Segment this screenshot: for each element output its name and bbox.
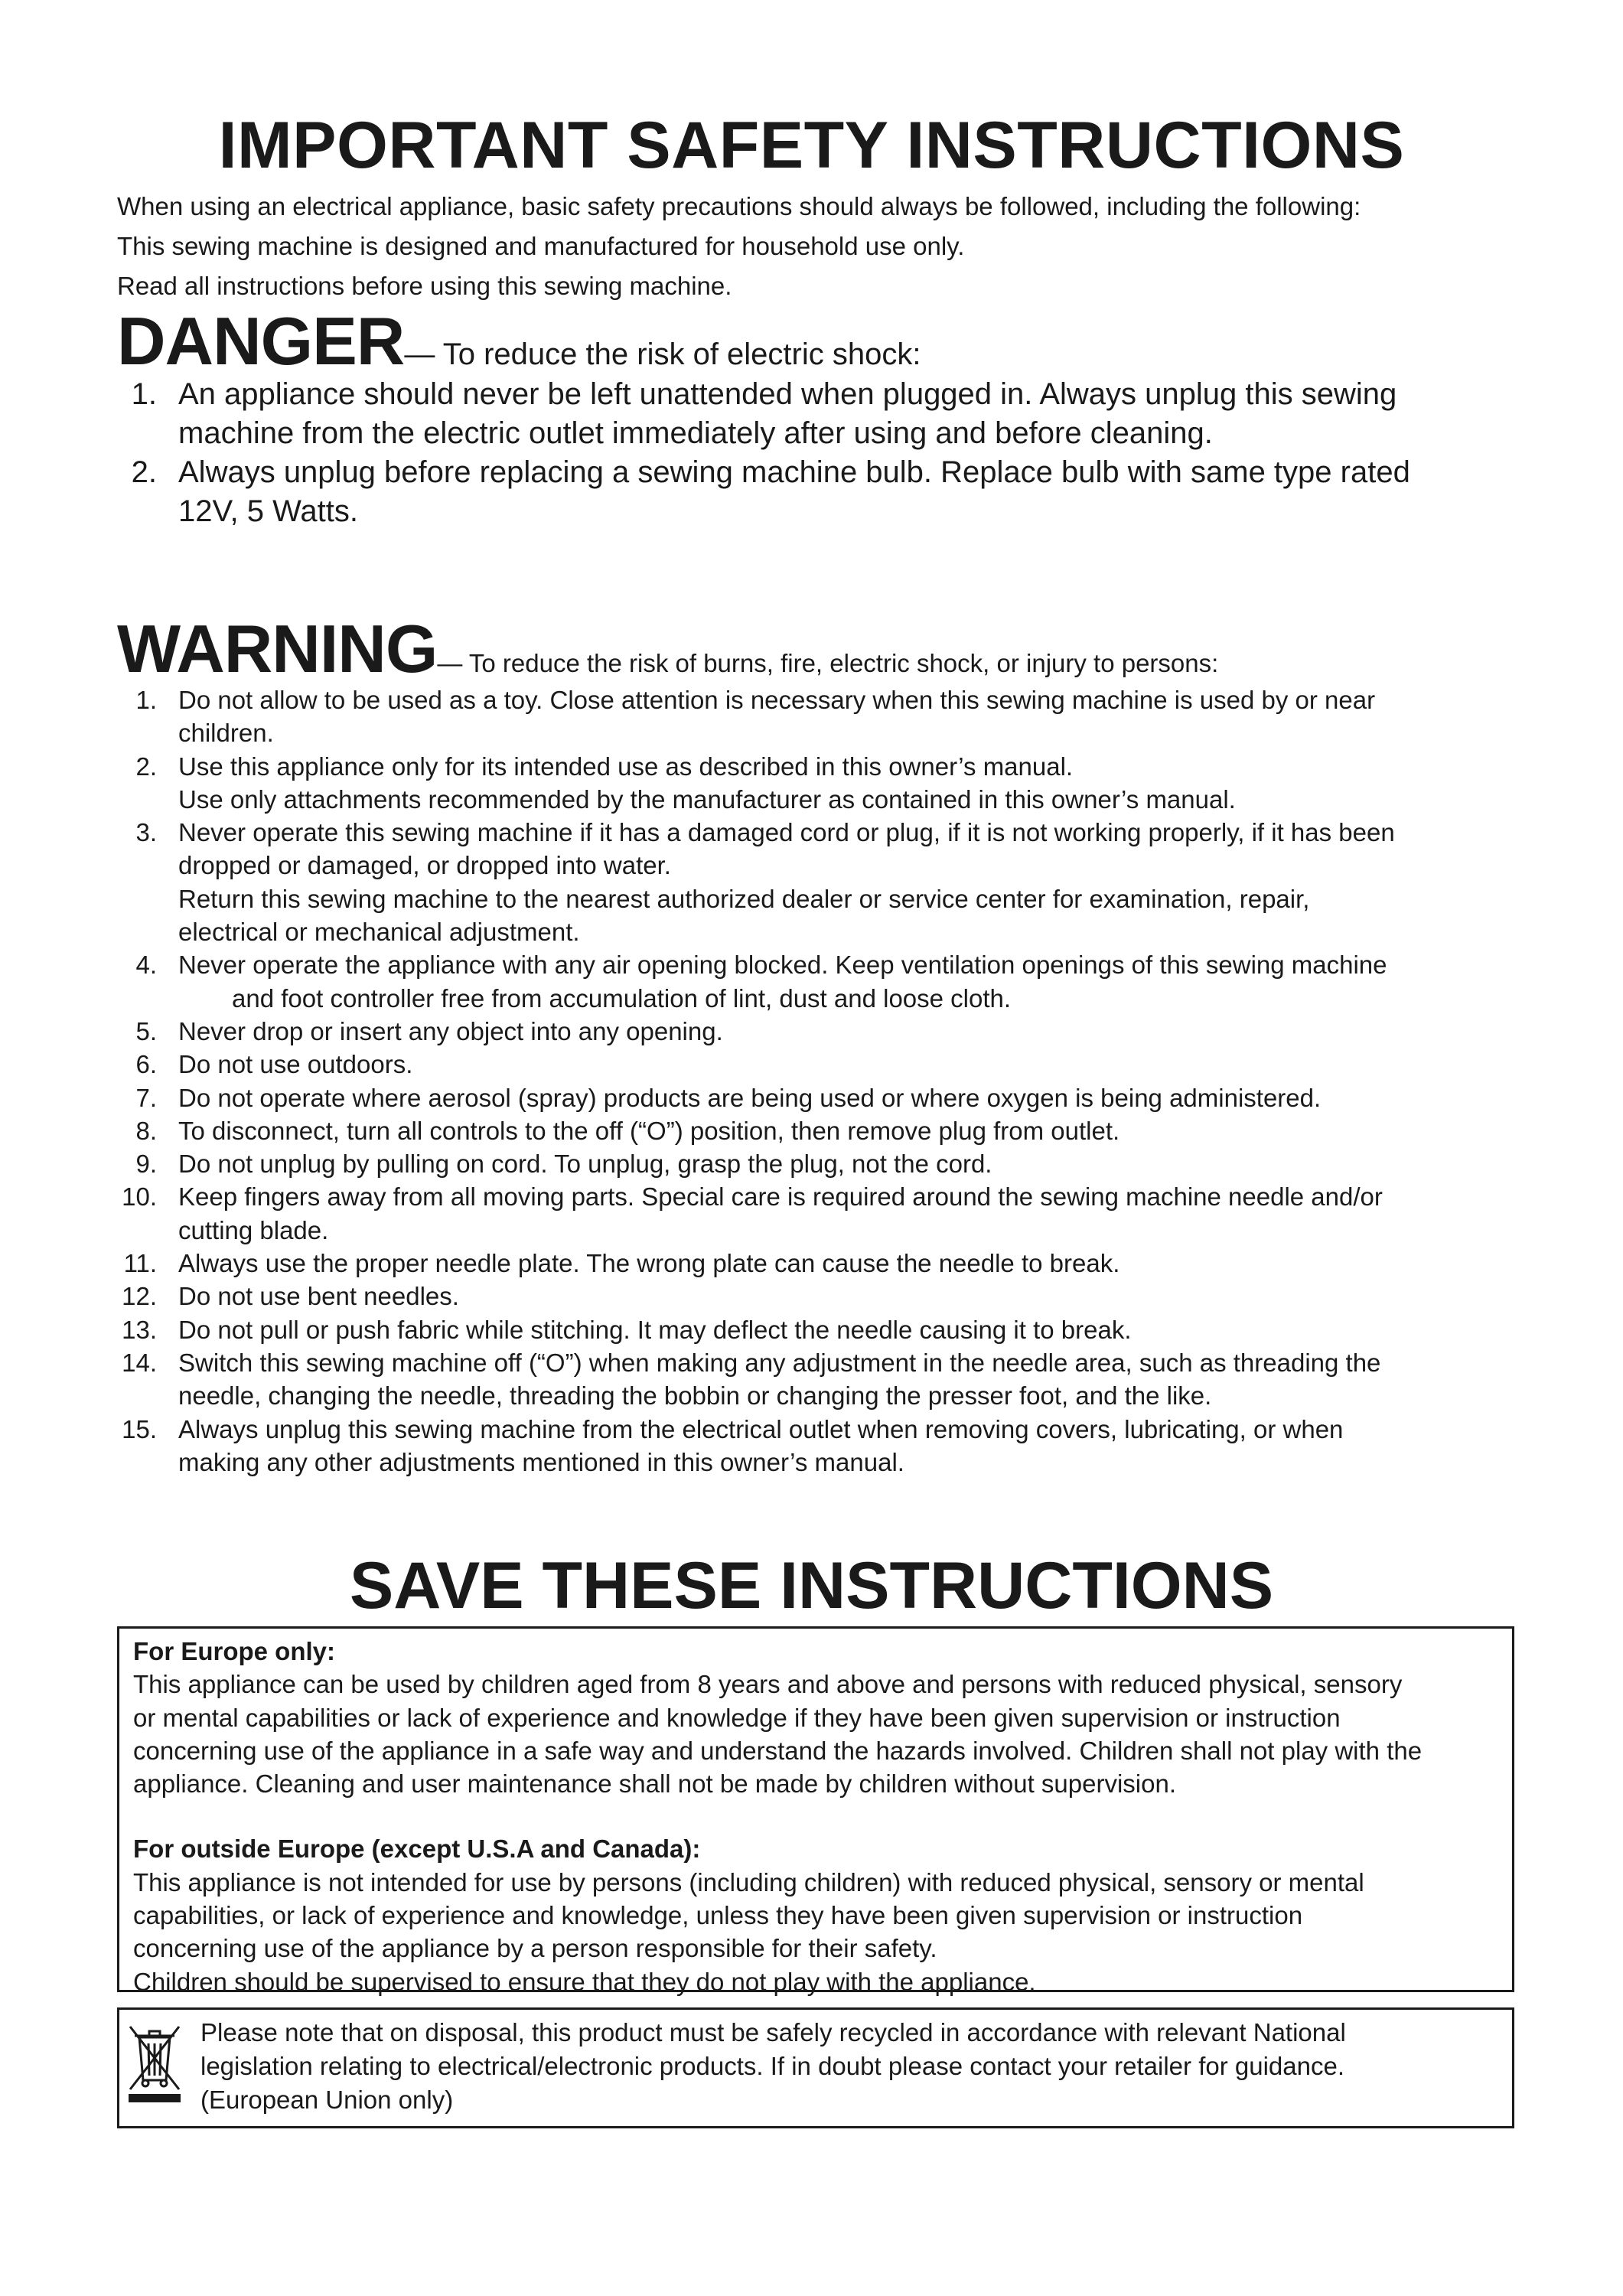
list-item: [117, 1346, 1510, 1413]
item-number: 6.: [135, 1050, 157, 1079]
warning-heading: [117, 612, 1218, 686]
list-item: [117, 1048, 1510, 1081]
item-text: Return this sewing machine to the nearest authorized dealer or service center for examination, repair,: [178, 884, 1310, 913]
disposal-line: legislation relating to electrical/electronic products. If in doubt please contact your retailer for guidance.: [200, 2052, 1344, 2080]
item-text: Do not pull or push fabric while stitching. It may deflect the needle causing it to break.: [178, 1315, 1132, 1344]
item-text: cutting blade.: [178, 1215, 329, 1244]
item-number: 15.: [122, 1414, 157, 1443]
item-text: Do not unplug by pulling on cord. To unplug, grasp the plug, not the cord.: [178, 1150, 992, 1179]
item-number: 13.: [122, 1315, 157, 1344]
item-number: 3.: [135, 818, 157, 847]
list-item: [117, 375, 1494, 453]
item-number: 4.: [135, 951, 157, 980]
item-number: 10.: [122, 1182, 157, 1212]
disposal-line: Please note that on disposal, this product must be safely recycled in accordance with relevant National: [200, 2018, 1346, 2047]
intro-line: Read all instructions before using this sewing machine.: [117, 272, 732, 300]
item-text: Never operate this sewing machine if it has a damaged cord or plug, if it is not working properly, if it has been: [178, 818, 1395, 847]
weee-crossed-bin-icon: [124, 2020, 185, 2105]
item-text: needle, changing the needle, threading the bobbin or changing the presser foot, and the like.: [178, 1381, 1212, 1411]
europe-line: This appliance can be used by children aged from 8 years and above and persons with reduced physical, sensory: [133, 1670, 1403, 1699]
europe-line: concerning use of the appliance in a safe way and understand the hazards involved. Children shall not play with the: [133, 1736, 1423, 1765]
item-text: 12V, 5 Watts.: [178, 494, 358, 528]
list-item: [117, 453, 1494, 531]
intro-paragraphs: [117, 187, 1533, 306]
warning-list: [117, 683, 1510, 1479]
item-text: and foot controller free from accumulation of lint, dust and loose cloth.: [232, 983, 1012, 1013]
list-item: [117, 1015, 1510, 1048]
europe-line: or mental capabilities or lack of experience and knowledge if they have been given supervision or instruction: [133, 1703, 1341, 1732]
list-item: [117, 948, 1510, 1015]
item-text: Keep fingers away from all moving parts. Special care is required around the sewing machine needle and/or: [178, 1182, 1383, 1212]
outside-europe-line: capabilities, or lack of experience and knowledge, unless they have been given supervision or instruction: [133, 1901, 1303, 1930]
item-text: Use this appliance only for its intended use as described in this owner’s manual.: [178, 752, 1074, 781]
outside-europe-line: Children should be supervised to ensure that they do not play with the appliance.: [133, 1967, 1036, 1996]
europe-heading: For Europe only:: [133, 1637, 335, 1665]
list-item: [117, 1413, 1510, 1479]
item-number: 5.: [135, 1016, 157, 1045]
item-text: electrical or mechanical adjustment.: [178, 918, 580, 947]
warning-subtitle: — To reduce the risk of burns, fire, electric shock, or injury to persons:: [437, 649, 1219, 677]
europe-line: appliance. Cleaning and user maintenance shall not be made by children without supervision.: [133, 1769, 1177, 1799]
item-number: 1.: [131, 377, 157, 411]
item-text: making any other adjustments mentioned in this owner’s manual.: [178, 1447, 904, 1476]
outside-europe-line: This appliance is not intended for use by persons (including children) with reduced physical, sensory or mental: [133, 1867, 1364, 1896]
item-text: Always unplug before replacing a sewing machine bulb. Replace bulb with same type rated: [178, 455, 1410, 489]
item-text: Do not allow to be used as a toy. Close attention is necessary when this sewing machine is used by or near: [178, 686, 1376, 714]
danger-heading: [117, 305, 921, 378]
intro-line: When using an electrical appliance, basic safety precautions should always be followed, including the following:: [117, 192, 1361, 220]
list-item: [117, 1180, 1510, 1247]
item-text: children.: [178, 719, 274, 748]
list-item: [117, 683, 1510, 750]
item-text: Use only attachments recommended by the manufacturer as contained in this owner’s manual.: [178, 784, 1236, 814]
danger-subtitle: — To reduce the risk of electric shock:: [404, 338, 921, 371]
item-number: 7.: [135, 1083, 157, 1112]
outside-europe-heading: For outside Europe (except U.S.A and Canada):: [133, 1835, 701, 1864]
danger-title: DANGER: [117, 303, 405, 379]
item-text: An appliance should never be left unattended when plugged in. Always unplug this sewing: [178, 377, 1397, 411]
item-text: Do not operate where aerosol (spray) products are being used or where oxygen is being administered.: [178, 1083, 1322, 1112]
disposal-text: [200, 2016, 1501, 2117]
list-item: [117, 1147, 1510, 1180]
warning-title: WARNING: [117, 611, 438, 687]
danger-list: [117, 375, 1494, 531]
item-text: Always use the proper needle plate. The wrong plate can cause the needle to break.: [178, 1249, 1120, 1278]
item-number: 1.: [135, 686, 157, 714]
item-text: Always unplug this sewing machine from the electrical outlet when removing covers, lubricating, or when: [178, 1414, 1344, 1443]
list-item: [117, 1081, 1510, 1114]
item-number: 11.: [123, 1249, 157, 1278]
list-item: [117, 1247, 1510, 1280]
list-item: [117, 816, 1510, 948]
item-number: 9.: [135, 1150, 157, 1179]
list-item: [117, 1313, 1510, 1346]
item-number: 12.: [122, 1282, 157, 1311]
disposal-line: (European Union only): [200, 2086, 454, 2114]
item-text: Never drop or insert any object into any opening.: [178, 1016, 723, 1045]
item-text: To disconnect, turn all controls to the off (“O”) position, then remove plug from outlet.: [178, 1116, 1120, 1145]
list-item: [117, 1280, 1510, 1313]
page-title: IMPORTANT SAFETY INSTRUCTIONS: [218, 109, 1405, 182]
item-text: dropped or damaged, or dropped into water.: [178, 851, 671, 880]
item-text: Never operate the appliance with any air opening blocked. Keep ventilation openings of this sewing machine: [178, 951, 1387, 980]
disposal-notice-box: [117, 2007, 1514, 2128]
outside-europe-line: concerning use of the appliance by a person responsible for their safety.: [133, 1934, 937, 1963]
item-number: 14.: [122, 1348, 157, 1377]
list-item: [117, 750, 1510, 817]
intro-line: This sewing machine is designed and manufactured for household use only.: [117, 232, 965, 260]
item-text: Do not use bent needles.: [178, 1282, 459, 1311]
item-number: 2.: [131, 455, 157, 489]
item-text: machine from the electric outlet immediately after using and before cleaning.: [178, 416, 1213, 450]
list-item: [117, 1114, 1510, 1147]
item-text: Do not use outdoors.: [178, 1050, 413, 1079]
item-number: 2.: [135, 752, 157, 781]
item-number: 8.: [135, 1116, 157, 1145]
item-text: Switch this sewing machine off (“O”) when making any adjustment in the needle area, such as threading the: [178, 1348, 1381, 1377]
regional-notice-box: [117, 1626, 1514, 1996]
save-instructions-title: SAVE THESE INSTRUCTIONS: [349, 1549, 1274, 1623]
